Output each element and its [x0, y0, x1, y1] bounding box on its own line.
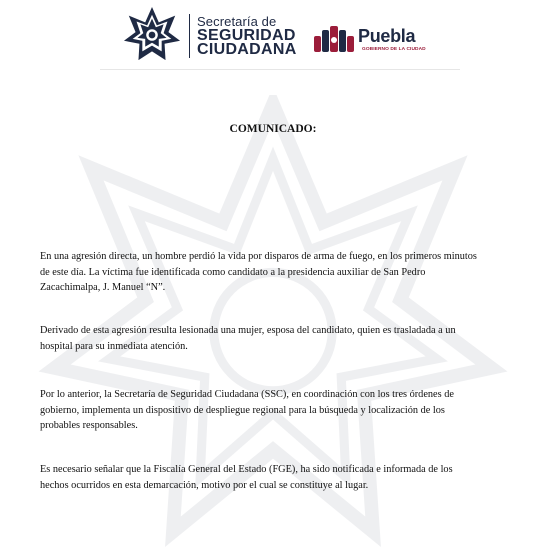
- paragraph-3: Por lo anterior, la Secretaría de Seguridad Ciudadana (SSC), en coordinación con los tres órdenes de gobierno, implementa un dispositivo de despliegue regional para la búsqueda y localización de los probables responsables.: [40, 389, 454, 431]
- paragraph-2: Derivado de esta agresión resulta lesionada una mujer, esposa del candidato, quien es trasladada a un hospital para su inmediata atención.: [40, 325, 456, 352]
- logo-divider: [189, 14, 190, 58]
- letterhead: [0, 0, 546, 78]
- header-rule: [100, 69, 460, 70]
- paragraph-4: Es necesario señalar que la Fiscalía General del Estado (FGE), ha sido notificada e informada de los hechos ocurridos en esta demarcación, motivo por el cual se constituye al lugar.: [40, 464, 453, 491]
- puebla-city-logo-icon: [313, 24, 355, 54]
- paragraph-1: En una agresión directa, un hombre perdió la vida por disparos de arma de fuego, en los primeros minutos de este día. La víctima fue identificada como candidato a la presidencia auxiliar de San Pedro Zacachimalpa, J. Manuel “N”.: [40, 251, 477, 293]
- document-title: COMUNICADO:: [229, 123, 317, 135]
- ssc-name-line3: CIUDADANA: [197, 41, 297, 58]
- ssc-name-line1: Secretaría de: [197, 14, 277, 29]
- puebla-wordmark: Puebla: [358, 26, 416, 46]
- police-star-badge-icon: [123, 6, 181, 64]
- ssc-name-line2: SEGURIDAD: [197, 27, 296, 44]
- puebla-subtitle: GOBIERNO DE LA CIUDAD: [362, 47, 426, 52]
